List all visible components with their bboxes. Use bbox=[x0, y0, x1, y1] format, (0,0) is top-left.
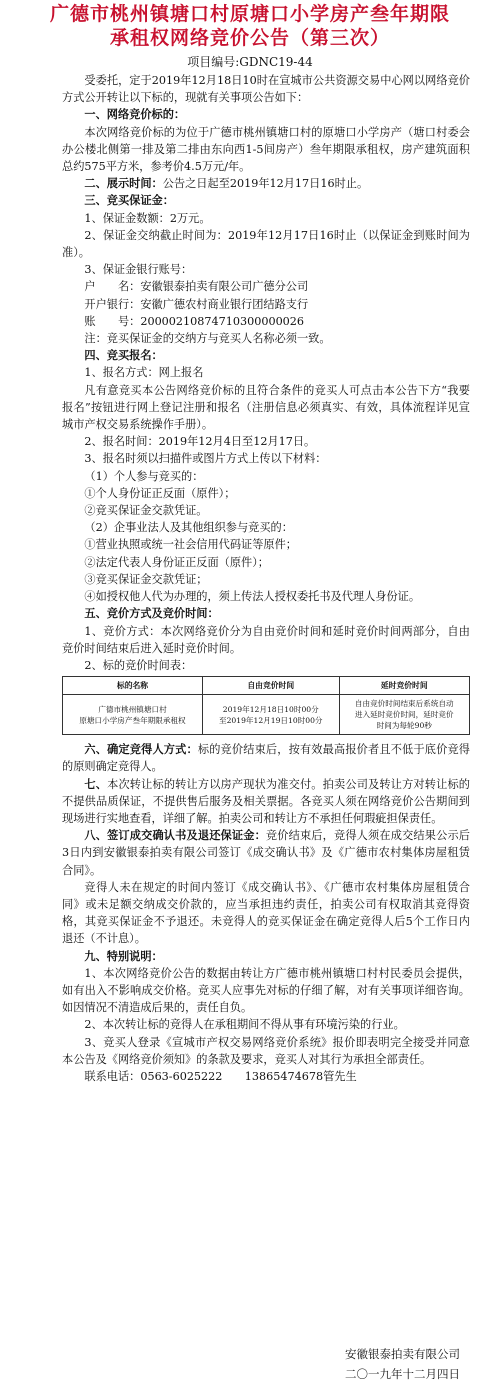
individual-item-1: ①个人身份证正反面（原件）； bbox=[84, 486, 236, 500]
section-3-heading: 三、竞买保证金： bbox=[84, 193, 174, 208]
organization-heading: （2）企事业法人及其他组织参与竞买的： bbox=[84, 521, 293, 535]
table-row bbox=[63, 695, 470, 735]
account-number: 账 号：20000210874710300000026 bbox=[84, 314, 305, 328]
cell-line: 2019年12月18日10时00分 bbox=[222, 704, 319, 714]
announcement-body bbox=[62, 72, 470, 1085]
cell-line: 进入延时竞价时间，延时竞价 bbox=[354, 710, 454, 720]
section-6-text: 标的竞价结束后，按有效最高报价者且不低于底价竞得的原则确定竞得人。 bbox=[62, 743, 470, 774]
intro-paragraph: 受委托，定于2019年12月18日10时在宣城市公共资源交易中心网以网络竞价方式公开转让以下标的，现就有关事项公告如下： bbox=[62, 74, 470, 105]
section-7-text: 本次转让标的转让方以房产现状为准交付。拍卖公司及转让方对转让标的不提供品质保证，不提供售后服务及相关票据。各竞买人须在网络竞价公告期间到现场进行实地查看，详细了解。拍卖公司和转让方不承担任何瑕疵担保责任。 bbox=[62, 777, 470, 825]
bidding-schedule-table bbox=[62, 676, 470, 735]
organization-item-4: ④如授权他人代为办理的，须上传法人授权委托书及代理人身份证。 bbox=[84, 590, 421, 604]
cell-line: 自由竞价时间结束后系统自动 bbox=[354, 699, 454, 709]
cell-line: 时间为每轮90秒 bbox=[376, 721, 432, 731]
registration-text: 凡有意竞买本公告网络竞价标的且符合条件的竞买人可点击本公告下方“我要报名”按钮进行网上登记注册和报名（注册信息必须真实、有效，具体流程详见宣城市产权交易系统操作手册）。 bbox=[62, 383, 470, 432]
deposit-bank-label: 3、保证金银行账号： bbox=[84, 263, 193, 277]
title-line-1: 广德市桃州镇塘口村原塘口小学房产叁年期限 bbox=[49, 3, 450, 25]
deposit-deadline: 2、保证金交纳截止时间为：2019年12月17日16时止（以保证金到账时间为准）。 bbox=[62, 228, 470, 260]
bidding-schedule-label: 2、标的竞价时间表： bbox=[84, 658, 193, 672]
contact-phone: 联系电话：0563-6025222 13865474678管先生 bbox=[84, 1069, 357, 1083]
table-header: 自由竞价时间 bbox=[203, 677, 340, 695]
section-7 bbox=[62, 776, 470, 828]
section-6 bbox=[62, 741, 470, 775]
individual-heading: （1）个人参与竞买的： bbox=[84, 469, 204, 483]
special-note-1: 1、本次网络竞价公告的数据由转让方广德市桃州镇塘口村村民委员会提供，如有出入不影响成交价格。竞买人应事先对标的仔细了解，对有关事项详细咨询。如因情况不清造成后果的，责任自负。 bbox=[62, 966, 470, 1015]
account-name: 户 名：安徽银泰拍卖有限公司广德分公司 bbox=[84, 280, 309, 294]
section-2-heading: 二、展示时间： bbox=[84, 176, 163, 191]
section-4-heading: 四、竞买报名： bbox=[84, 348, 163, 363]
bidding-method: 1、竞价方式：本次网络竞价分为自由竞价时间和延时竞价时间两部分，自由竞价时间结束后进入延时竞价时间。 bbox=[62, 624, 470, 655]
cell-line: 广德市桃州镇塘口村 bbox=[98, 704, 167, 714]
page-title bbox=[8, 2, 492, 50]
section-6-heading: 六、确定竞得人方式： bbox=[84, 742, 198, 757]
section-5-heading: 五、竞价方式及竞价时间： bbox=[84, 606, 219, 621]
section-8-text-1: 竞价结束后，竞得人须在成交结果公示后3日内到安徽银泰拍卖有限公司签订《成交确认书》及《广德市农村集体房屋租赁合同》。 bbox=[62, 829, 470, 877]
issue-date: 二〇一九年十二月四日 bbox=[345, 1367, 460, 1381]
deposit-note: 注：竞买保证金的交纳方与竞买人名称必须一致。 bbox=[84, 332, 331, 346]
section-1-heading: 一、网络竞价标的： bbox=[84, 107, 186, 122]
deposit-amount: 1、保证金数额：2万元。 bbox=[84, 211, 211, 225]
upload-materials: 3、报名时须以扫描件或图片方式上传以下材料： bbox=[84, 452, 327, 466]
section-9-heading: 九、特别说明： bbox=[84, 948, 163, 963]
organization-item-1: ①营业执照或统一社会信用代码证等原件； bbox=[84, 538, 297, 552]
table-header: 延时竞价时间 bbox=[339, 677, 469, 695]
signature-block bbox=[345, 1344, 460, 1384]
table-cell-free-time bbox=[203, 695, 340, 735]
table-header: 标的名称 bbox=[63, 677, 203, 695]
organization-item-2: ②法定代表人身份证正反面（原件）； bbox=[84, 555, 269, 569]
bank-name: 开户银行：安徽广德农村商业银行团结路支行 bbox=[84, 297, 309, 311]
table-cell-delay-time bbox=[339, 695, 469, 735]
project-number: 项目编号:GDNC19-44 bbox=[187, 55, 313, 69]
cell-line: 至2019年12月19日10时00分 bbox=[218, 715, 323, 725]
cell-line: 原塘口小学房产叁年期限承租权 bbox=[79, 715, 186, 725]
registration-method: 1、报名方式：网上报名 bbox=[84, 366, 204, 380]
table-header-row bbox=[63, 677, 470, 695]
registration-time: 2、报名时间：2019年12月4日至12月17日。 bbox=[84, 435, 316, 449]
section-1-text: 本次网络竞价标的为位于广德市桃州镇塘口村的原塘口小学房产（塘口村委会办公楼北侧第一排及第二排由东向西1-5间房产）叁年期限承租权，房产建筑面积总约575平方米，参考价4.5万元/年。 bbox=[62, 125, 470, 174]
section-8-text-2: 竞得人未在规定的时间内签订《成交确认书》、《广德市农村集体房屋租赁合同》或未足额交纳成交价款的，应当承担违约责任，拍卖公司有权取消其竞得资格，其竞买保证金不予退还。未竞得人的竞买保证金在确定竞得人后5个工作日内退还（不计息）。 bbox=[62, 880, 470, 946]
individual-item-2: ②竞买保证金交款凭证。 bbox=[84, 504, 208, 518]
section-2 bbox=[62, 175, 470, 192]
table-cell-name bbox=[63, 695, 203, 735]
special-note-3: 3、竞买人登录《宣城市产权交易网络竞价系统》报价即表明完全接受并同意本公告及《网络竞价须知》的条款及要求，竞买人对其行为承担全部责任。 bbox=[62, 1035, 470, 1066]
section-7-heading: 七、 bbox=[84, 776, 108, 791]
special-note-2: 2、本次转让标的竞得人在承租期间不得从事有环境污染的行业。 bbox=[84, 1018, 405, 1032]
section-8 bbox=[62, 827, 470, 879]
title-line-2: 承租权网络竞价公告（第三次） bbox=[109, 27, 390, 49]
organization-item-3: ③竞买保证金交款凭证； bbox=[84, 572, 208, 586]
section-8-heading: 八、签订成交确认书及退还保证金： bbox=[84, 828, 266, 843]
company-name: 安徽银泰拍卖有限公司 bbox=[345, 1347, 460, 1361]
section-2-text: 公告之日起至2019年12月17日16时止。 bbox=[162, 177, 369, 191]
